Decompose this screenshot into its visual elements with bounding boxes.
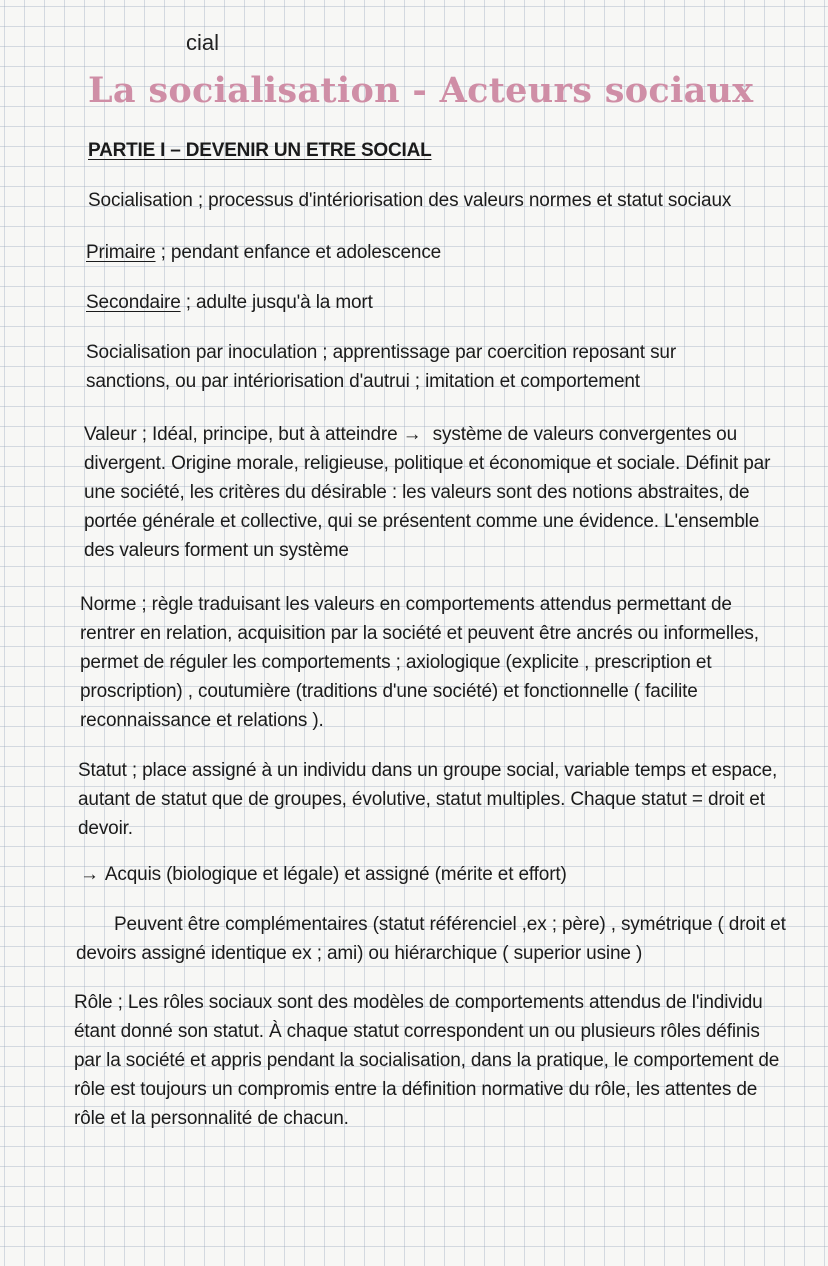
paragraph-role: Rôle ; Les rôles sociaux sont des modèles de comportements attendus de l'individu étant donné son statut. À chaque statut correspondent un ou plusieurs rôles définis par la société et appris pendant la socialisation, dans la pratique, le comportement de rôle est toujours un compromis entre la définition normative du rôle, les attentes de rôle et la personnalité de chacun. <box>74 992 780 1129</box>
primaire-text: ; pendant enfance et adolescence <box>155 242 442 263</box>
paragraph-secondaire <box>86 288 373 317</box>
paragraph-socialisation: Socialisation ; processus d'intériorisation des valeurs normes et statut sociaux <box>88 190 732 211</box>
paragraph-primaire <box>86 238 441 267</box>
secondaire-text: ; adulte jusqu'à la mort <box>180 292 373 313</box>
complementaires-text: Peuvent être complémentaires (statut référenciel ,ex ; père) , symétrique ( droit et devoirs assigné identique ex ; ami) ou hiérarchique ( superior usine ) <box>76 914 786 964</box>
paragraph-statut: Statut ; place assigné à un individu dans un groupe social, variable temps et espace, autant de statut que de groupes, évolutive, statut multiples. Chaque statut = droit et devoir. <box>78 760 778 839</box>
paragraph-valeur <box>84 420 784 565</box>
acquis-text: Acquis (biologique et légale) et assigné (mérite et effort) <box>104 864 567 885</box>
term-primaire: Primaire <box>86 242 156 263</box>
top-handwritten-mark: cial <box>186 30 220 55</box>
term-secondaire: Secondaire <box>86 292 181 313</box>
paragraph-complementaires <box>76 910 786 968</box>
page-title: La socialisation - Acteurs sociaux <box>88 70 754 111</box>
paragraph-acquis <box>80 860 567 889</box>
valeur-text: système de valeurs convergentes ou divergent. Origine morale, religieuse, politique et économique et sociale. Définit par une société, les critères du désirable : les valeurs sont des notions abstraites, de portée générale et collective, qui se présentent comme une évidence. L'ensemble des valeurs forment un système <box>84 424 771 561</box>
arrow-right-icon: → <box>402 424 422 445</box>
arrow-right-icon: → <box>80 864 99 885</box>
section-heading: PARTIE I – DEVENIR UN ETRE SOCIAL <box>88 140 432 161</box>
valeur-intro: Valeur ; Idéal, principe, but à atteindre <box>84 424 398 445</box>
paragraph-inoculation: Socialisation par inoculation ; apprentissage par coercition reposant sur sanctions, ou par intériorisation d'autrui ; imitation et comportement <box>86 342 677 392</box>
paragraph-norme: Norme ; règle traduisant les valeurs en comportements attendus permettant de rentrer en relation, acquisition par la société et peuvent être ancrés ou informelles, permet de réguler les comportements ; axiologique (explicite , prescription et proscription) , coutumière (traditions d'une société) et fonctionnelle ( facilite reconnaissance et relations ). <box>80 594 759 731</box>
